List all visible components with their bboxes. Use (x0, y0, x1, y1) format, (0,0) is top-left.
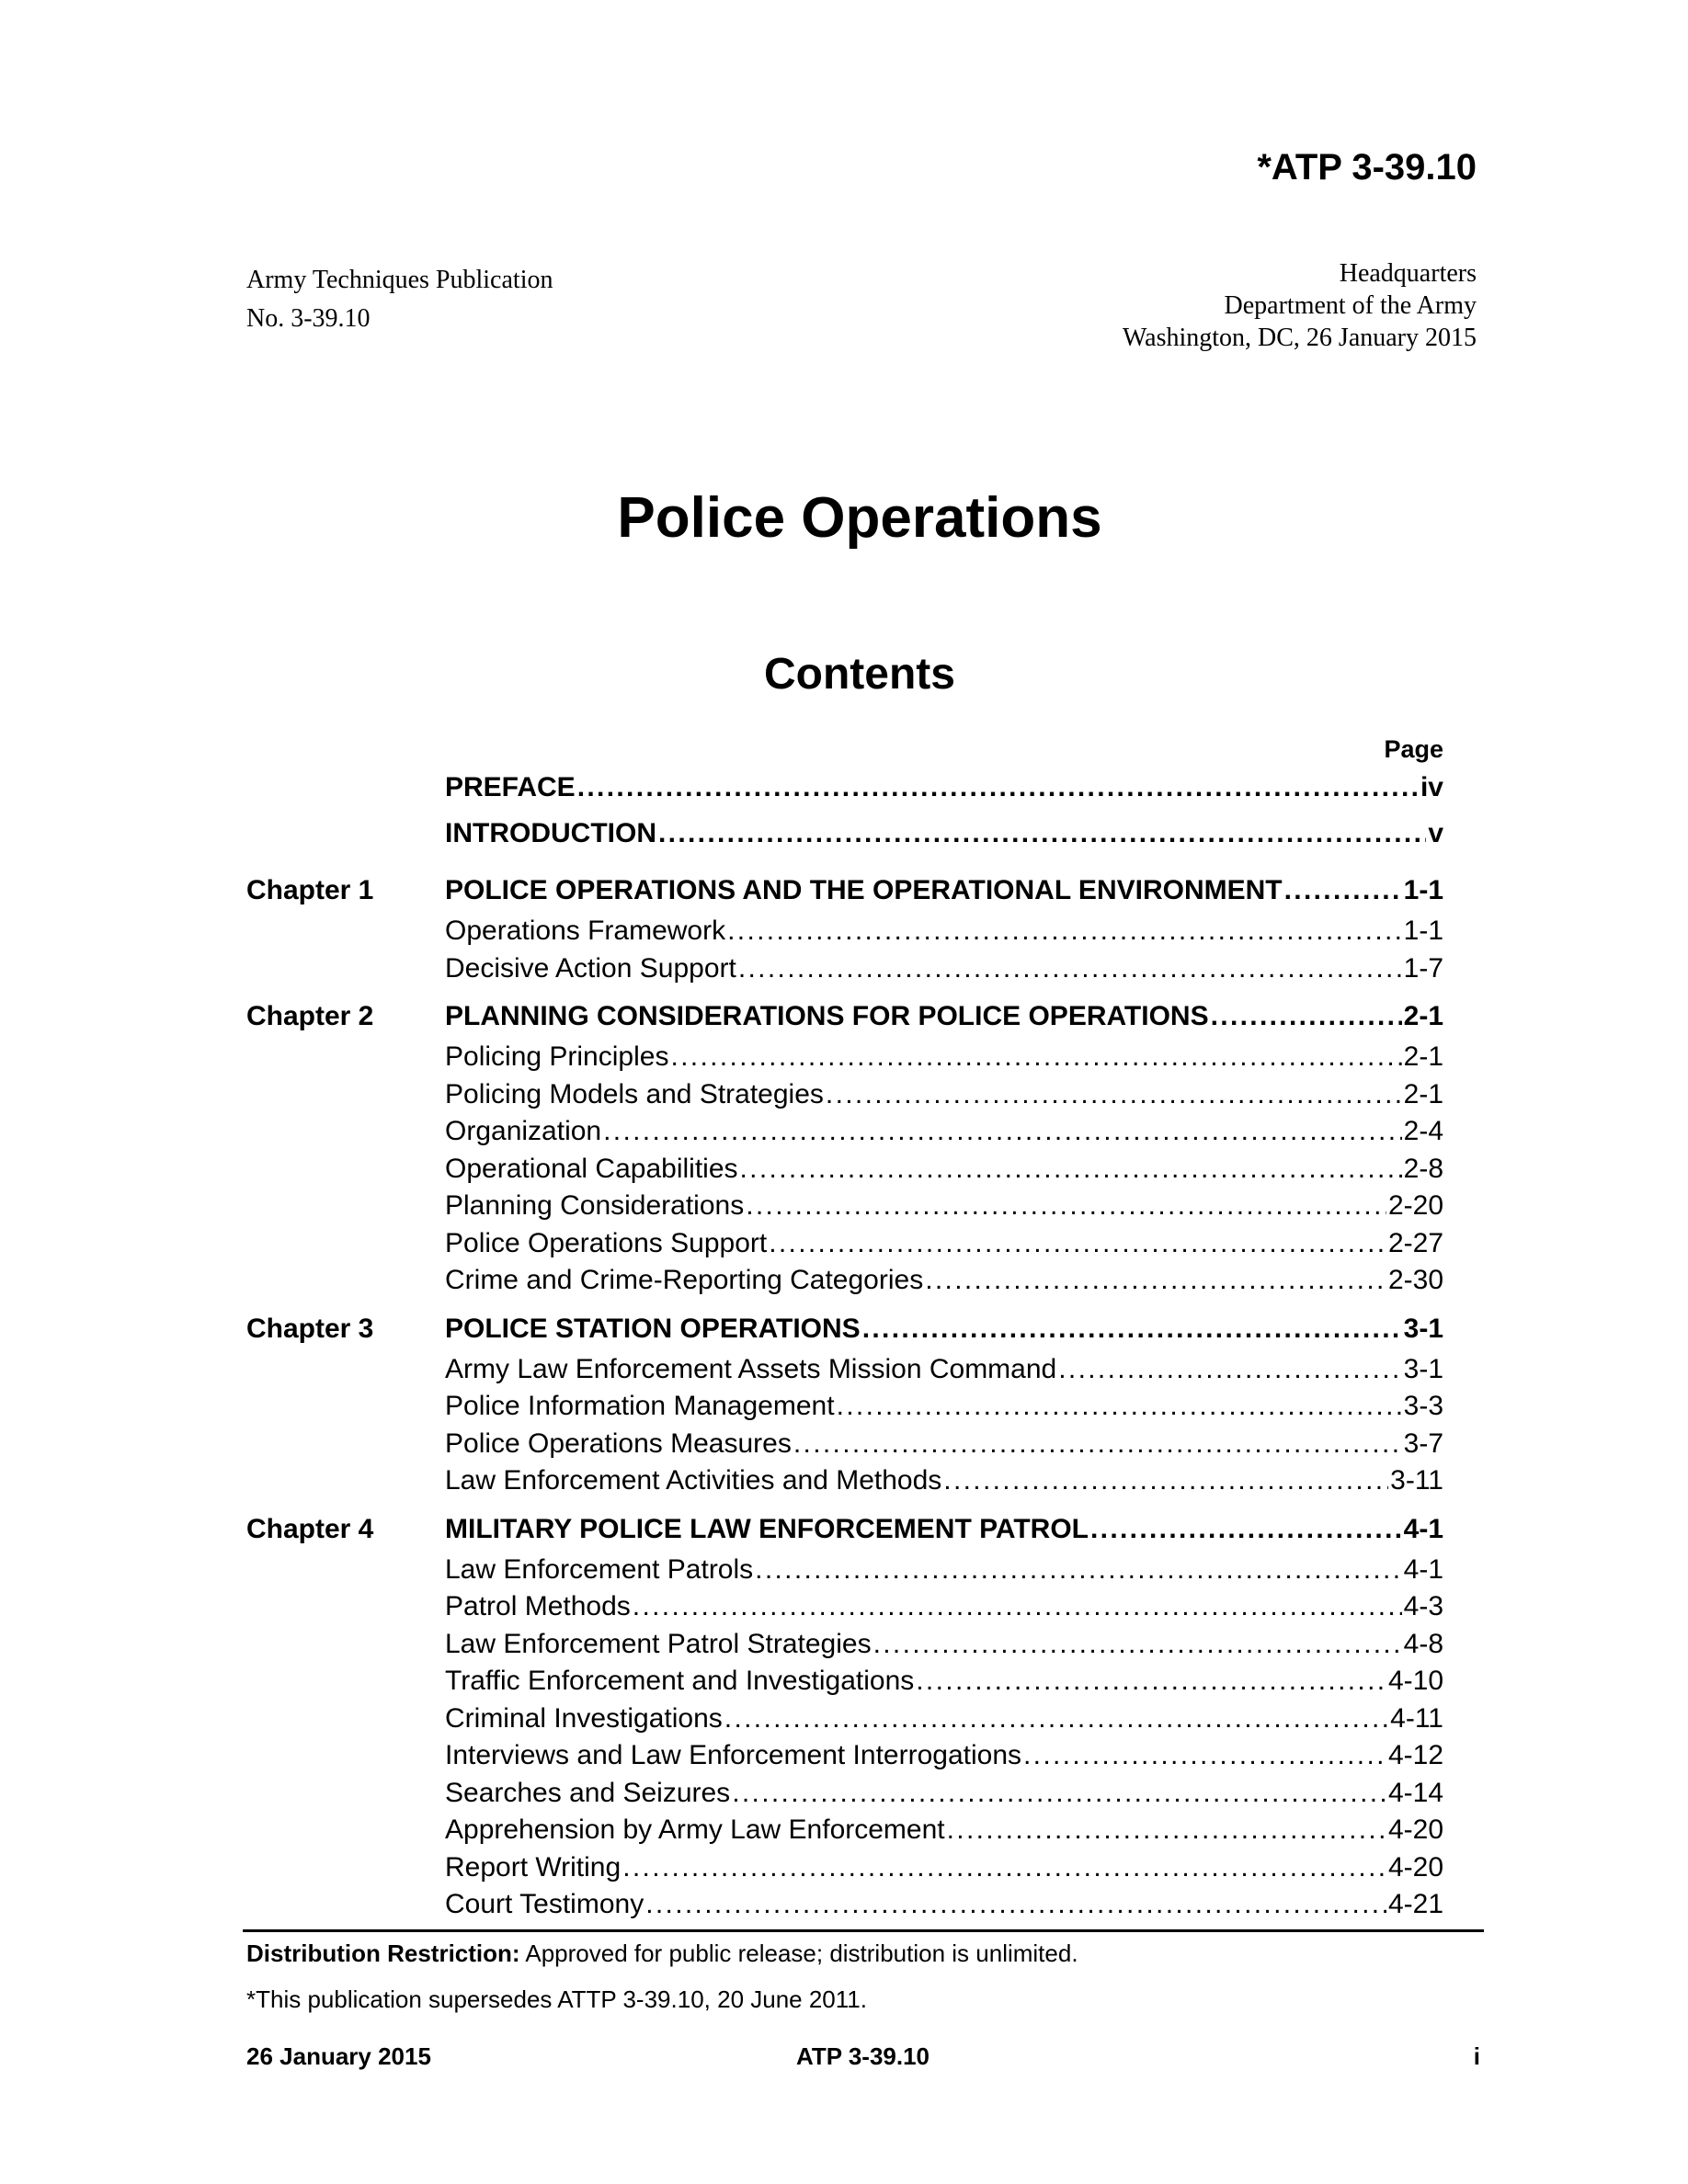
dot-leader (732, 1778, 1386, 1809)
toc-entry (445, 1391, 1443, 1422)
toc-entry (445, 1428, 1443, 1460)
toc-entry-label: INTRODUCTION (445, 818, 656, 848)
publication-number: No. 3-39.10 (246, 304, 371, 333)
toc-entry (445, 1814, 1443, 1846)
toc-entry-page: 1-7 (1403, 952, 1443, 984)
toc-entry (445, 1354, 1443, 1385)
toc-entry-label: Court Testimony (445, 1889, 644, 1919)
toc-entry-label: PREFACE (445, 772, 576, 802)
table-of-contents (246, 772, 1443, 1938)
toc-entry-page: 3-1 (1403, 1353, 1443, 1384)
toc-entry-label: Interviews and Law Enforcement Interrogations (445, 1740, 1021, 1770)
toc-entry-label: Operations Framework (445, 916, 726, 946)
toc-entry (445, 1591, 1443, 1622)
dot-leader (769, 1228, 1386, 1259)
toc-entry-label: Operational Capabilities (445, 1153, 738, 1184)
dot-leader (1090, 1514, 1402, 1545)
dot-leader (1284, 875, 1402, 906)
toc-entry-page: 2-4 (1403, 1116, 1443, 1146)
toc-entry-label: Organization (445, 1116, 602, 1146)
toc-entry-label: Policing Principles (445, 1041, 669, 1072)
dot-leader (740, 1154, 1402, 1185)
toc-entry-label: Decisive Action Support (445, 952, 736, 984)
toc-front-matter-item[interactable] (246, 772, 1443, 818)
footer-date: 26 January 2015 (246, 2042, 431, 2070)
toc-entry (445, 1740, 1443, 1771)
toc-entry (445, 772, 1443, 803)
toc-entry-page: 2-20 (1387, 1190, 1443, 1221)
chapter-number: Chapter 3 (246, 1313, 374, 1344)
toc-entry (445, 1228, 1443, 1259)
toc-entry-page: 2-8 (1403, 1153, 1443, 1184)
toc-entry (445, 1666, 1443, 1697)
toc-entry-page: 4-1 (1403, 1553, 1443, 1585)
toc-entry-page: 2-30 (1387, 1265, 1443, 1295)
toc-section-item[interactable] (246, 1740, 1443, 1778)
toc-entry-page: iv (1420, 772, 1443, 802)
toc-entry-label: Patrol Methods (445, 1591, 631, 1621)
toc-section-item[interactable] (246, 1354, 1443, 1392)
toc-entry (445, 953, 1443, 984)
toc-section-item[interactable] (246, 1041, 1443, 1079)
toc-entry-page: 4-8 (1403, 1628, 1443, 1659)
dot-leader (603, 1116, 1402, 1147)
toc-front-matter-item[interactable] (246, 818, 1443, 864)
dot-leader (925, 1265, 1386, 1296)
dot-leader (633, 1591, 1402, 1622)
toc-entry-label: Police Information Management (445, 1391, 835, 1421)
department-line: Department of the Army (1224, 291, 1477, 320)
toc-entry (445, 818, 1443, 849)
publication-type: Army Techniques Publication (246, 266, 553, 294)
toc-section-item[interactable] (246, 1190, 1443, 1228)
toc-section-item[interactable] (246, 1554, 1443, 1592)
toc-entry (445, 1116, 1443, 1147)
dot-leader (1211, 1001, 1402, 1032)
dot-leader (862, 1314, 1402, 1345)
toc-entry (445, 1554, 1443, 1586)
toc-entry-label: Traffic Enforcement and Investigations (445, 1666, 915, 1696)
contents-heading: Contents (764, 650, 955, 699)
toc-entry-page: 3-3 (1403, 1391, 1443, 1421)
toc-entry-page: 2-1 (1403, 1041, 1443, 1072)
toc-entry (445, 1190, 1443, 1222)
dot-leader (837, 1391, 1402, 1422)
toc-entry-label: Police Operations Support (445, 1227, 768, 1258)
toc-chapter (246, 1001, 1443, 1302)
toc-section-item[interactable] (246, 1465, 1443, 1503)
toc-entry-label: Criminal Investigations (445, 1702, 723, 1734)
toc-chapter-heading[interactable] (246, 1001, 1443, 1041)
toc-entry (445, 1001, 1443, 1032)
toc-entry-label: Planning Considerations (445, 1190, 745, 1221)
toc-entry-page: 3-1 (1403, 1313, 1443, 1344)
toc-entry (445, 916, 1443, 947)
toc-entry-label: Law Enforcement Activities and Methods (445, 1465, 942, 1496)
toc-entry-page: 3-7 (1403, 1428, 1443, 1459)
dot-leader (577, 772, 1419, 803)
supersedes-note: *This publication supersedes ATTP 3-39.10, 20 June 2011. (246, 1985, 867, 2013)
toc-entry (445, 1629, 1443, 1660)
dot-leader (658, 818, 1426, 849)
toc-section-item[interactable] (246, 1666, 1443, 1703)
toc-entry-label: POLICE OPERATIONS AND THE OPERATIONAL ENVIRONMENT (445, 875, 1283, 905)
footer-page-number: i (1473, 2042, 1480, 2070)
dot-leader (622, 1852, 1386, 1883)
toc-entry-label: Apprehension by Army Law Enforcement (445, 1814, 945, 1845)
toc-section-item[interactable] (246, 953, 1443, 991)
page-column-label: Page (1384, 735, 1443, 763)
toc-chapter (246, 1314, 1443, 1503)
dot-leader (670, 1041, 1401, 1073)
dot-leader (793, 1428, 1402, 1460)
toc-entry (445, 1079, 1443, 1110)
toc-entry-label: POLICE STATION OPERATIONS (445, 1313, 861, 1344)
toc-entry-page: 2-27 (1387, 1227, 1443, 1258)
toc-entry-label: Law Enforcement Patrol Strategies (445, 1628, 872, 1659)
toc-entry-page: 4-20 (1387, 1851, 1443, 1883)
toc-entry-page: 4-12 (1387, 1740, 1443, 1770)
toc-entry (445, 1889, 1443, 1920)
distribution-text: Approved for public release; distribution is unlimited. (519, 1939, 1078, 1967)
toc-entry (445, 1314, 1443, 1345)
dot-leader (727, 916, 1402, 947)
toc-entry-label: Policing Models and Strategies (445, 1078, 824, 1109)
toc-entry (445, 1778, 1443, 1809)
toc-section-item[interactable] (246, 1703, 1443, 1741)
toc-entry (445, 1041, 1443, 1073)
toc-chapter-heading[interactable] (246, 875, 1443, 916)
dot-leader (873, 1629, 1402, 1660)
toc-chapter-heading[interactable] (246, 1314, 1443, 1354)
toc-entry-label: PLANNING CONSIDERATIONS FOR POLICE OPERATIONS (445, 1001, 1209, 1031)
toc-chapter-heading[interactable] (246, 1514, 1443, 1554)
toc-section-item[interactable] (246, 1228, 1443, 1266)
toc-entry-label: Police Operations Measures (445, 1428, 792, 1459)
toc-entry-page: 4-3 (1403, 1591, 1443, 1621)
document-number: *ATP 3-39.10 (1257, 147, 1477, 188)
toc-entry-page: 4-10 (1387, 1666, 1443, 1696)
toc-entry-label: MILITARY POLICE LAW ENFORCEMENT PATROL (445, 1513, 1089, 1544)
chapter-number: Chapter 4 (246, 1513, 374, 1544)
dot-leader (746, 1190, 1386, 1222)
toc-entry (445, 1265, 1443, 1296)
dot-leader (1058, 1354, 1401, 1385)
toc-section-item[interactable] (246, 1852, 1443, 1890)
toc-section-item[interactable] (246, 1591, 1443, 1629)
toc-chapter (246, 875, 1443, 990)
toc-entry (445, 875, 1443, 906)
dot-leader (947, 1814, 1386, 1846)
dot-leader (943, 1465, 1388, 1496)
toc-section-item[interactable] (246, 1814, 1443, 1852)
dot-leader (1023, 1740, 1386, 1771)
toc-entry-page: 1-1 (1403, 875, 1443, 905)
toc-section-item[interactable] (246, 1889, 1443, 1927)
toc-section-item[interactable] (246, 916, 1443, 953)
toc-section-item[interactable] (246, 1778, 1443, 1815)
toc-entry-page: 4-11 (1390, 1702, 1443, 1734)
toc-entry-page: 2-1 (1403, 1001, 1443, 1031)
toc-entry-label: Crime and Crime-Reporting Categories (445, 1265, 924, 1295)
toc-entry (445, 1154, 1443, 1185)
toc-entry (445, 1465, 1443, 1496)
toc-entry-label: Report Writing (445, 1851, 622, 1883)
footer-document: ATP 3-39.10 (796, 2042, 930, 2070)
toc-section-item[interactable] (246, 1391, 1443, 1428)
toc-entry-label: Law Enforcement Patrols (445, 1553, 754, 1585)
document-title: Police Operations (617, 486, 1102, 550)
toc-entry (445, 1852, 1443, 1883)
footer-divider (243, 1929, 1484, 1932)
distribution-restriction (246, 1939, 1078, 1968)
dot-leader (724, 1703, 1388, 1735)
dot-leader (755, 1554, 1401, 1586)
toc-entry-page: 1-1 (1403, 916, 1443, 946)
dot-leader (916, 1666, 1386, 1697)
toc-section-item[interactable] (246, 1629, 1443, 1666)
toc-section-item[interactable] (246, 1079, 1443, 1117)
toc-entry-page: 4-1 (1403, 1513, 1443, 1544)
toc-entry-page: 2-1 (1403, 1078, 1443, 1109)
toc-section-item[interactable] (246, 1116, 1443, 1154)
toc-entry-label: Army Law Enforcement Assets Mission Command (445, 1353, 1057, 1384)
toc-entry-page: 4-14 (1387, 1777, 1443, 1808)
publication-info (246, 261, 553, 338)
headquarters-line: Headquarters (1339, 259, 1477, 288)
dot-leader (738, 953, 1402, 984)
toc-section-item[interactable] (246, 1154, 1443, 1191)
toc-entry (445, 1514, 1443, 1545)
location-date-line: Washington, DC, 26 January 2015 (1122, 324, 1477, 352)
toc-entry-page: 4-21 (1387, 1889, 1443, 1919)
toc-entry-page: 4-20 (1387, 1814, 1443, 1845)
toc-chapter (246, 1514, 1443, 1927)
toc-section-item[interactable] (246, 1265, 1443, 1302)
chapter-number: Chapter 1 (246, 875, 374, 905)
toc-entry (445, 1703, 1443, 1735)
toc-section-item[interactable] (246, 1428, 1443, 1466)
toc-entry-page: 3-11 (1390, 1465, 1443, 1496)
toc-entry-label: Searches and Seizures (445, 1777, 731, 1808)
headquarters-info (1123, 257, 1477, 354)
dot-leader (826, 1079, 1402, 1110)
toc-entry-page: v (1428, 818, 1443, 848)
distribution-label: Distribution Restriction: (246, 1939, 520, 1967)
front-matter (246, 772, 1443, 864)
chapter-number: Chapter 2 (246, 1001, 374, 1031)
dot-leader (645, 1889, 1386, 1920)
